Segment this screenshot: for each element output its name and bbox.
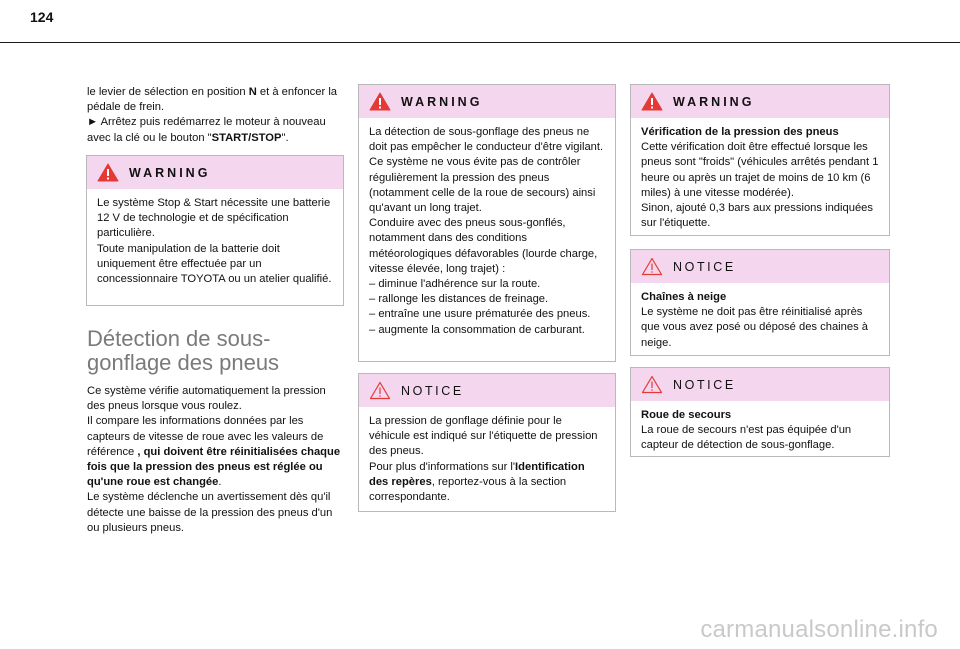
notice-title: NOTICE [401, 383, 464, 398]
notice-box-pressure [358, 373, 616, 512]
body-paragraph-3: Le système déclenche un avertissement dès qu'il détecte une baisse de la pression des pneus d'un ou plusieurs pneus. [87, 491, 333, 534]
warning-title: WARNING [673, 94, 755, 109]
notice-box-chains [630, 249, 890, 356]
warning-triangle-icon [97, 163, 119, 182]
warning-title: WARNING [129, 165, 211, 180]
notice-triangle-icon [641, 375, 663, 394]
list-item: – entraîne une usure prématurée des pneus. [369, 308, 591, 321]
warning-heading: Vérification de la pression des pneus [641, 126, 839, 138]
warning-text-1: La détection de sous-gonflage des pneus ne doit pas empêcher le conducteur d'être vigilant. [369, 126, 604, 154]
notice-header [631, 250, 889, 283]
list-item: – rallonge les distances de freinage. [369, 293, 549, 306]
warning-text-2: Sinon, ajouté 0,3 bars aux pressions indiquées sur l'étiquette. [641, 202, 873, 230]
intro-paragraph-2: ► Arrêtez puis redémarrez le moteur à nouveau avec la clé ou le bouton "START/STOP". [87, 116, 326, 144]
list-item: – diminue l'adhérence sur la route. [369, 278, 541, 291]
page-number: 124 [30, 9, 54, 25]
notice-text-1: La pression de gonflage définie pour le véhicule est indiqué sur l'étiquette de pression des pneus. [369, 415, 598, 458]
body-paragraph-2: Il compare les informations données par les capteurs de vitesse de roue avec les valeurs de référence , qui doivent être réinitialisées chaque fois que la pression des pneus est réglée ou qu'une roue est changée. [87, 415, 341, 489]
warning-text-2: Toute manipulation de la batterie doit uniquement être effectuée par un concessionnaire TOYOTA ou un atelier qualifié. [97, 242, 332, 286]
warning-box-tpms [358, 84, 616, 362]
warning-text-1: Cette vérification doit être effectué lorsque les pneus sont "froids" (véhicules arrêtés pendant 1 heure ou après un trajet de moins de 10 km (6 miles) à une vitesse modérée). [641, 141, 879, 199]
warning-header [87, 156, 343, 189]
warning-header [631, 85, 889, 118]
body-paragraph-1: Ce système vérifie automatiquement la pression des pneus lorsque vous roulez. [87, 385, 326, 413]
notice-heading: Roue de secours [641, 409, 732, 421]
section-body [87, 384, 341, 536]
notice-box-spare [630, 367, 890, 457]
column-1 [87, 85, 341, 146]
intro-paragraph-1: le levier de sélection en position N et à enfoncer la pédale de frein. [87, 86, 338, 114]
warning-triangle-icon [369, 92, 391, 111]
list-item: – augmente la consommation de carburant. [369, 323, 585, 336]
warning-text-3: Conduire avec des pneus sous-gonflés, notamment dans des conditions météorologiques défavorables (lourde charge, vitesse élevée, long trajet) : [369, 217, 598, 275]
warning-header [359, 85, 615, 118]
section-title: Détection de sous-gonflage des pneus [87, 326, 280, 375]
warning-text-1: Le système Stop & Start nécessite une batterie 12 V de technologie et de spécification particulière. [97, 197, 331, 240]
warning-title: WARNING [401, 94, 483, 109]
notice-text-1: La roue de secours n'est pas équipée d'un capteur de détection de sous-gonflage. [641, 424, 852, 452]
warning-triangle-icon [641, 92, 663, 111]
watermark: carmanualsonline.info [700, 616, 938, 643]
warning-box-check [630, 84, 890, 236]
notice-heading: Chaînes à neige [641, 291, 727, 303]
header-rule [0, 42, 960, 43]
warning-box-battery [86, 155, 344, 306]
notice-text-2: Pour plus d'informations sur l'Identification des repères, reportez-vous à la section correspondante. [369, 460, 585, 504]
notice-text-1: Le système ne doit pas être réinitialisé après que vous avez posé ou déposé des chaines à neige. [641, 306, 869, 349]
notice-header [359, 374, 615, 407]
notice-header [631, 368, 889, 401]
notice-triangle-icon [369, 381, 391, 400]
warning-text-2: Ce système ne vous évite pas de contrôler régulièrement la pression des pneus (notamment celle de la roue de secours) ainsi qu'avant un long trajet. [369, 156, 596, 215]
notice-title: NOTICE [673, 259, 736, 274]
notice-title: NOTICE [673, 377, 736, 392]
notice-triangle-icon [641, 257, 663, 276]
